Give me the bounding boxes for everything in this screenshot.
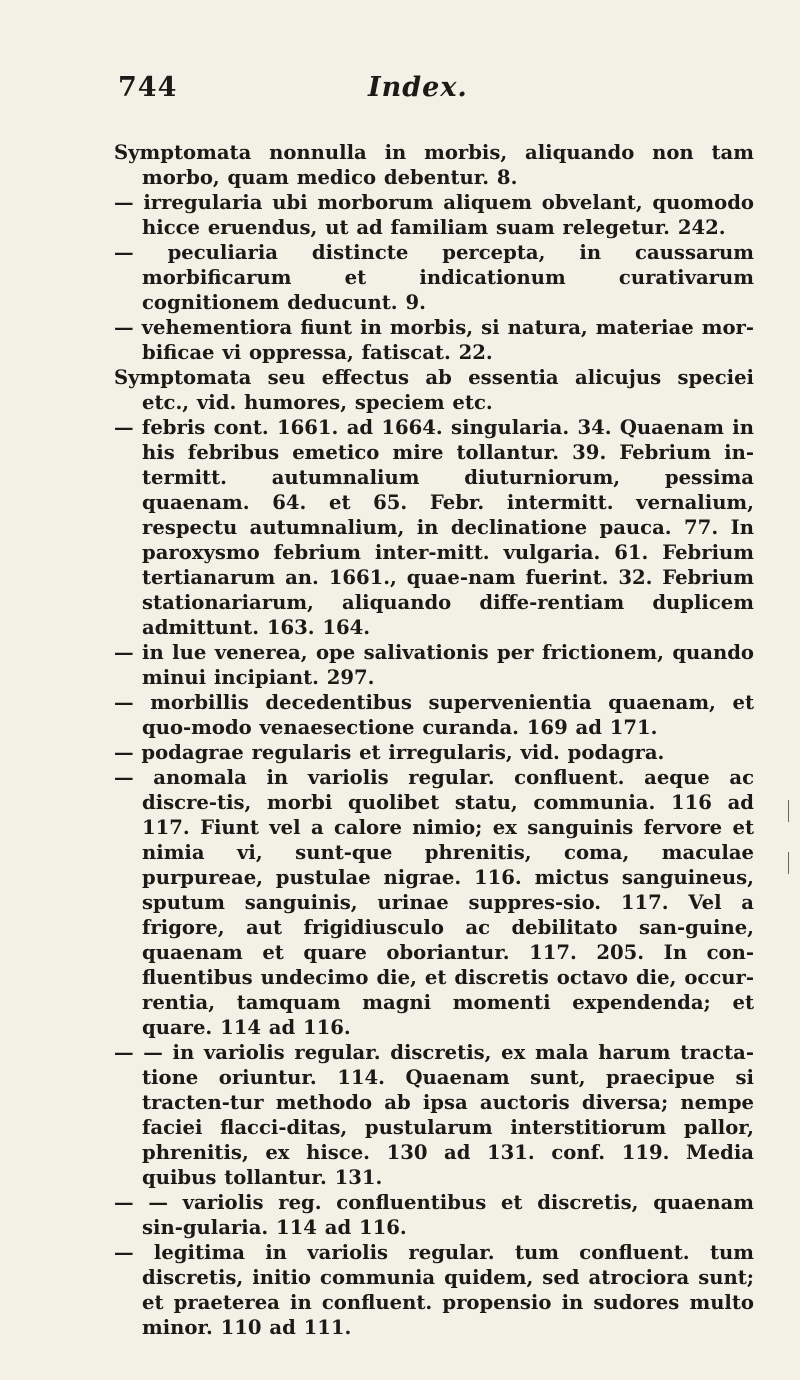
index-entry: — morbillis decedentibus supervenientia quaenam, et quo-modo venaesectione curanda. 169 ad 171. [114,691,754,739]
running-head: Index. [368,72,468,103]
margin-mark [788,852,789,874]
index-entry: Symptomata seu effectus ab essentia alicujus speciei etc., vid. humores, speciem etc. [114,366,754,414]
index-entries [114,140,754,1340]
page-header [118,72,678,112]
index-entry: — podagrae regularis et irregularis, vid. podagra. [114,741,665,764]
margin-mark [788,800,789,822]
index-entry: — irregularia ubi morborum aliquem obvelant, quomodo hicce eruendus, ut ad familiam suam relegetur. 242. [114,191,754,239]
index-entry: — — in variolis regular. discretis, ex mala harum tracta-tione oriuntur. 114. Quaenam sunt, praecipue si tracten-tur methodo ab ipsa auctoris diversa; nempe faciei flacci-ditas, pustularum interstitiorum pallor, phrenitis, ex hisce. 130 ad 131. conf. 119. Media quibus tollantur. 131. [114,1041,754,1189]
index-entry: — febris cont. 1661. ad 1664. singularia. 34. Quaenam in his febribus emetico mire tollantur. 39. Febrium in-termitt. autumnalium diuturniorum, pessima quaenam. 64. et 65. Febr. intermitt. vernalium, respectu autumnalium, in declinatione pauca. 77. In paroxysmo febrium inter-mitt. vulgaria. 61. Febrium tertianarum an. 1661., quae-nam fuerint. 32. Febrium stationariarum, aliquando diffe-rentiam duplicem admittunt. 163. 164. [114,416,754,639]
index-entry: — in lue venerea, ope salivationis per frictionem, quando minui incipiant. 297. [114,641,754,689]
page-number: 744 [118,72,178,103]
index-entry: — peculiaria distincte percepta, in caussarum morbificarum et indicationum curativarum cognitionem deducunt. 9. [114,241,754,314]
index-entry: — anomala in variolis regular. confluent. aeque ac discre-tis, morbi quolibet statu, communia. 116 ad 117. Fiunt vel a calore nimio; ex sanguinis fervore et nimia vi, sunt-que phrenitis, coma, maculae purpureae, pustulae nigrae. 116. mictus sanguineus, sputum sanguinis, urinae suppres-sio. 117. Vel a frigore, aut frigidiusculo ac debilitato san-guine, quaenam et quare oboriantur. 117. 205. In con-fluentibus undecimo die, et discretis octavo die, occur-rentia, tamquam magni momenti expendenda; et quare. 114 ad 116. [114,766,754,1039]
index-entry: — legitima in variolis regular. tum confluent. tum discretis, initio communia quidem, sed atrociora sunt; et praeterea in confluent. propensio in sudores multo minor. 110 ad 111. [114,1241,754,1339]
index-entry: Symptomata nonnulla in morbis, aliquando non tam morbo, quam medico debentur. 8. [114,141,754,189]
index-entry: — vehementiora fiunt in morbis, si natura, materiae mor-bificae vi oppressa, fatiscat. 22. [114,316,754,364]
index-entry: — — variolis reg. confluentibus et discretis, quaenam sin-gularia. 114 ad 116. [114,1191,754,1239]
